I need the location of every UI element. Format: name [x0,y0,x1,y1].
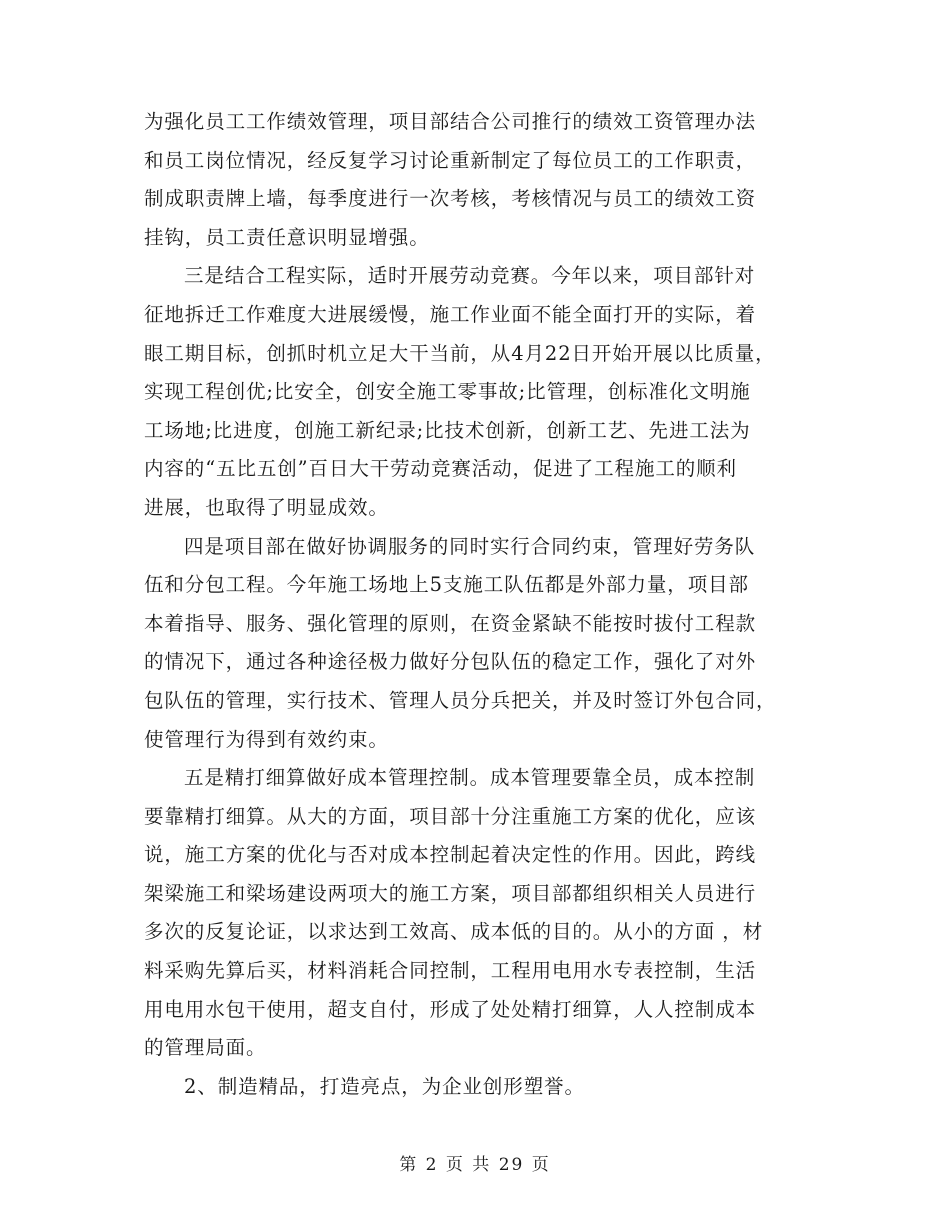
text-line: 征地拆迁工作难度大进展缓慢，施工作业面不能全面打开的实际，着 [144,302,757,326]
text-line: 进展，也取得了明显成效。 [144,495,389,519]
text-line: 料采购先算后买，材料消耗合同控制，工程用电用水专表控制，生活 [144,959,757,983]
paragraph-start-line: 五是精打细算做好成本管理控制。成本管理要靠全员，成本控制 [184,766,756,790]
text-line: 的管理局面。 [144,1036,267,1060]
text-line: 实现工程创优;比安全，创安全施工零事故;比管理，创标准化文明施 [144,380,751,404]
text-line: 伍和分包工程。今年施工场地上5支施工队伍都是外部力量，项目部 [144,573,749,597]
text-line: 内容的“五比五创”百日大干劳动竞赛活动，促进了工程施工的顺利 [144,457,737,481]
text-line: 用电用水包干使用，超支自付，形成了处处精打细算，人人控制成本 [144,997,757,1021]
section-heading: 2、制造精品，打造亮点，为企业创形塑誉。 [184,1074,585,1098]
text-line: 和员工岗位情况，经反复学习讨论重新制定了每位员工的工作职责， [144,148,757,172]
text-line: 使管理行为得到有效约束。 [144,727,389,751]
text-line: 为强化员工工作绩效管理，项目部结合公司推行的绩效工资管理办法 [144,110,757,133]
text-line: 眼工期目标，创抓时机立足大干当前，从4月22日开始开展以比质量， [144,341,776,365]
page-number-footer: 第 2 页 共 29 页 [399,1155,551,1175]
paragraph-start-line: 四是项目部在做好协调服务的同时实行合同约束，管理好劳务队 [184,534,756,558]
text-line: 制成职责牌上墙，每季度进行一次考核，考核情况与员工的绩效工资 [144,187,757,211]
text-line: 的情况下，通过各种途径极力做好分包队伍的稳定工作，强化了对外 [144,650,757,674]
paragraph-start-line: 三是结合工程实际，适时开展劳动竞赛。今年以来，项目部针对 [184,264,756,288]
text-line: 多次的反复论证，以求达到工效高、成本低的目的。从小的方面 ，材 [144,920,764,944]
text-line: 本着指导、服务、强化管理的原则，在资金紧缺不能按时拔付工程款 [144,611,757,635]
text-line: 包队伍的管理，实行技术、管理人员分兵把关，并及时签订外包合同， [144,688,777,712]
text-line: 挂钩，员工责任意识明显增强。 [144,225,430,249]
document-body [144,103,810,1106]
text-line: 架梁施工和梁场建设两项大的施工方案，项目部都组织相关人员进行 [144,881,757,905]
text-line: 要靠精打细算。从大的方面，项目部十分注重施工方案的优化，应该 [144,804,757,828]
text-line: 工场地;比进度，创施工新纪录;比技术创新，创新工艺、先进工法为 [144,418,751,442]
text-line: 说，施工方案的优化与否对成本控制起着决定性的作用。因此，跨线 [144,843,757,867]
